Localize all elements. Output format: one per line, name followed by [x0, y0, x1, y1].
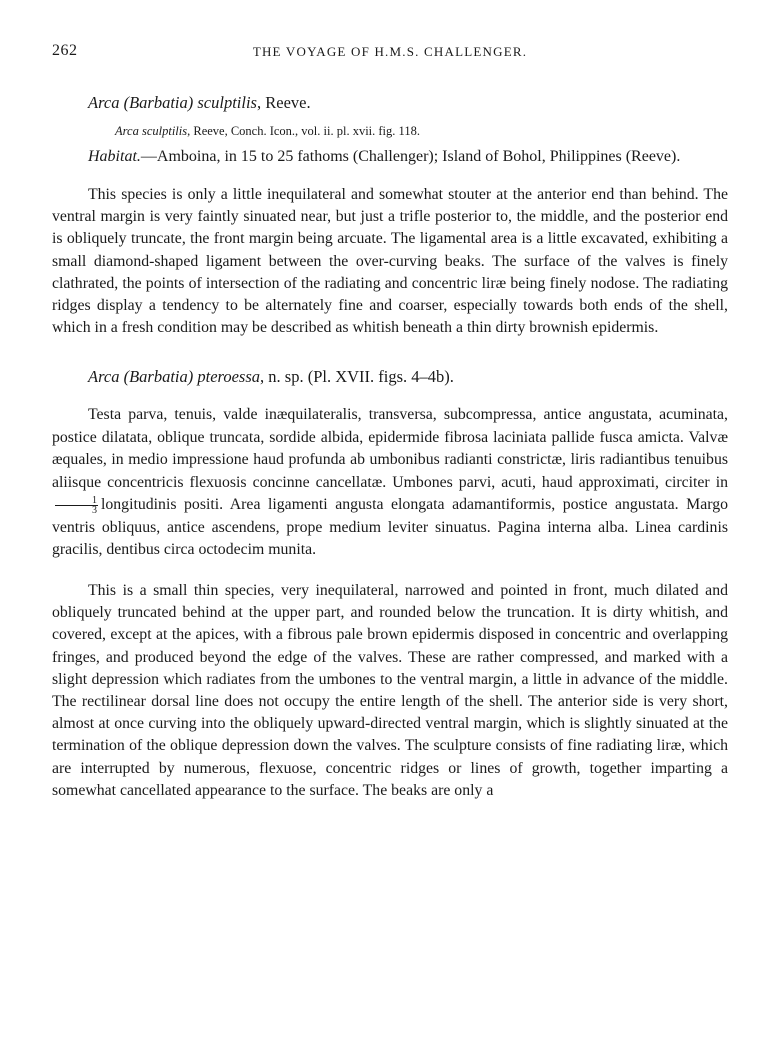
fraction-one-third: $\frac{1}{3}$	[55, 496, 98, 515]
habitat-label: Habitat.	[88, 148, 141, 165]
reference-text: , Reeve, Conch. Icon., vol. ii. pl. xvii. fig. 118.	[187, 124, 420, 138]
species-heading-sculptilis	[52, 92, 728, 114]
latin-diagnosis	[52, 404, 728, 562]
running-head	[52, 40, 728, 64]
description-sculptilis: This species is only a little inequilateral and somewhat stouter at the anterior end than behind. The ventral margin is very faintly sinuated near, but just a trifle posterior to, the middle, and the posterior end is obliquely truncate, the front margin being arcuate. The ligamental area is a little excavated, exhibiting a small diamond-shaped ligament between the over-curving beaks. The surface of the valves is finely clathrated, the points of intersection of the radiating and concentric liræ being finely nodose. The radiating ridges display a tendency to be alternately fine and coarser, especially towards both ends of the shell, which in a fresh condition may be described as whitish beneath a thin dirty brownish epidermis.	[52, 186, 728, 337]
genus-name: Arca	[88, 93, 120, 112]
habitat-text: —Amboina, in 15 to 25 fathoms (Challenger); Island of Bohol, Philippines (Reeve).	[140, 148, 681, 165]
subgenus-name: (Barbatia)	[123, 367, 194, 387]
latin-text-1: Testa parva, tenuis, valde inæquilateralis, transversa, subcompressa, antice angustata, acuminata, postice dilatata, oblique truncata, sordide albida, epidermide fibrosa laciniata pallide fusca amicta. Valvæ æquales, in medio impressione haud profunda ab umbonibus radianti constrictæ, liris radiantibus tenuibus aliisque concentricis flexuosis concinne cancellatæ. Umbones parvi, acuti, haud approximati, circiter in	[52, 406, 728, 491]
latin-text-2: longitudinis positi. Area ligamenti angusta elongata adamantiformis, postice angustata. Margo ventris obliquus, antice ascendens, prope medium leviter sinuatus. Pagina interna alba. Linea cardinis gracilis, dentibus circa octodecim munita.	[52, 496, 728, 559]
species-author: , Reeve.	[256, 93, 311, 112]
genus-name: Arca	[88, 367, 120, 387]
page	[52, 40, 728, 802]
species-heading-pteroessa	[52, 366, 728, 388]
bibliographic-reference	[52, 122, 728, 140]
subgenus-name: (Barbatia)	[123, 93, 194, 112]
habitat-paragraph	[52, 146, 728, 168]
description-pteroessa: This is a small thin species, very inequilateral, narrowed and pointed in front, much dilated and obliquely truncated behind at the upper part, and rounded below the truncation. It is dirty whitish, and covered, except at the apices, with a fibrous pale brown epidermis disposed in concentric and overlapping fringes, and produced beyond the edge of the valves. These are rather compressed, and marked with a slight depression which radiates from the umbones to the ventral margin, a little in advance of the middle. The rectilinear dorsal line does not occupy the entire length of the shell. The anterior side is very short, almost at once curving into the obliquely upward-directed ventral margin, which is slightly sinuated at the termination of the oblique depression down the valves. The sculpture consists of fine radiating liræ, which are interrupted by numerous, flexuose, concentric ridges or lines of growth, together imparting a somewhat cancellated appearance to the surface. The beaks are only a	[52, 581, 728, 799]
species-name: pteroessa	[197, 367, 261, 387]
species-name: sculptilis	[197, 93, 257, 112]
species-author: , n. sp. (Pl. XVII. figs. 4–4b).	[260, 367, 454, 387]
page-number: 262	[52, 42, 78, 59]
reference-name: Arca sculptilis	[115, 124, 188, 138]
running-title: THE VOYAGE OF H.M.S. CHALLENGER.	[252, 44, 528, 59]
